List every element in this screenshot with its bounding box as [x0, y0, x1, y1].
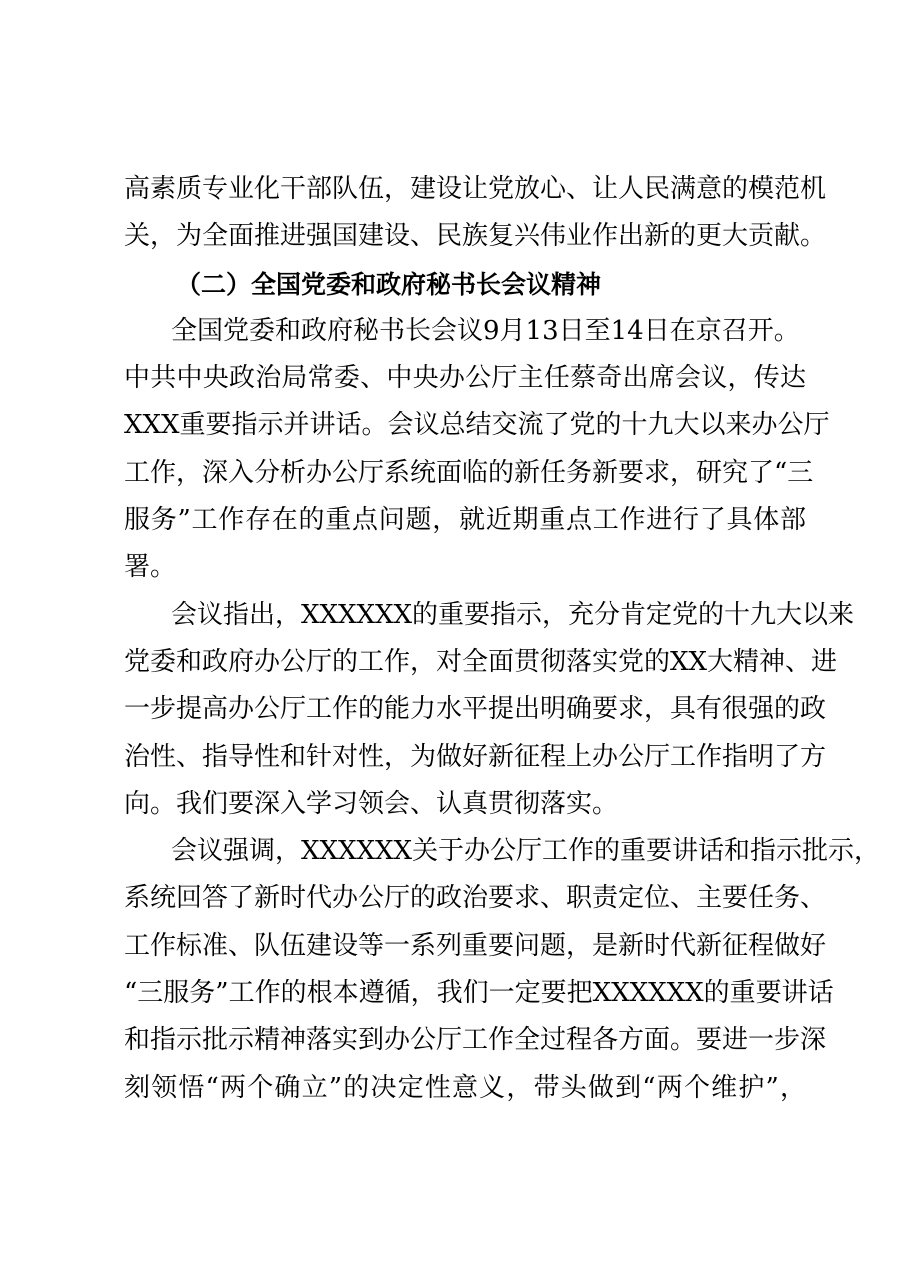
text-line: 治性、指导性和针对性，为做好新征程上办公厅工作指明了方: [124, 741, 827, 772]
text-line: 工作，深入分析办公厅系统面临的新任务新要求，研究了“三: [124, 457, 814, 488]
text-line: 党委和政府办公厅的工作，对全面贯彻落实党的XX大精神、进: [124, 646, 838, 677]
text-line: 工作标准、队伍建设等一系列重要问题，是新时代新征程做好: [124, 930, 827, 961]
text-line: 会议强调，XXXXXX关于办公厅工作的重要讲话和指示批示，: [171, 836, 881, 867]
text-line: 会议指出，XXXXXX的重要指示，充分肯定党的十九大以来: [171, 599, 855, 630]
text-line: 服务”工作存在的重点问题，就近期重点工作进行了具体部: [124, 505, 806, 536]
text-line: 刻领悟“两个确立”的决定性意义，带头做到“两个维护”，: [124, 1072, 806, 1103]
text-line: 中共中央政治局常委、中央办公厅主任蔡奇出席会议，传达: [124, 363, 806, 394]
text-line: 一步提高办公厅工作的能力水平提出明确要求，具有很强的政: [124, 694, 827, 725]
text-line: 全国党委和政府秘书长会议9月13日至14日在京召开。: [171, 315, 800, 346]
text-line: 和指示批示精神落实到办公厅工作全过程各方面。要进一步深: [124, 1025, 827, 1056]
text-line: XXX重要指示并讲话。会议总结交流了党的十九大以来办公厅: [124, 410, 830, 441]
text-line: “三服务”工作的根本遵循，我们一定要把XXXXXX的重要讲话: [124, 978, 834, 1009]
section-heading: （二）全国党委和政府秘书长会议精神: [176, 269, 602, 299]
document-body: [124, 166, 881, 1112]
text-line: 关，为全面推进强国建设、民族复兴伟业作出新的更大贡献。: [124, 221, 827, 252]
text-line: 系统回答了新时代办公厅的政治要求、职责定位、主要任务、: [124, 883, 827, 914]
text-line: 署。: [124, 552, 177, 583]
text-line: 高素质专业化干部队伍，建设让党放心、让人民满意的模范机: [124, 174, 827, 204]
text-line: 向。我们要深入学习领会、认真贯彻落实。: [124, 788, 619, 819]
